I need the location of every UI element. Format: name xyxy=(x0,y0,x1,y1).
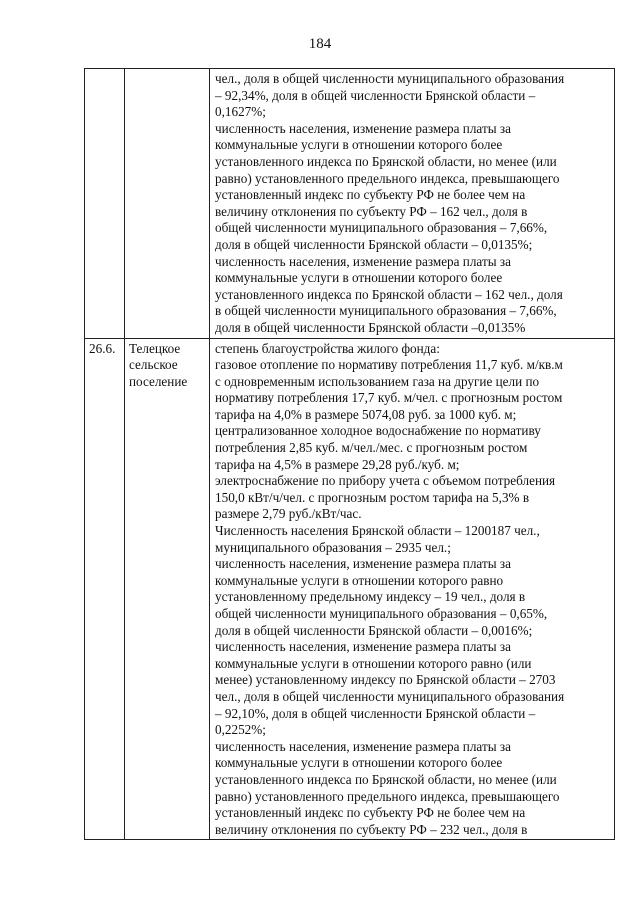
municipal-data-table xyxy=(84,68,615,840)
description-line: – 92,10%, доля в общей численности Брянской области – xyxy=(215,705,536,721)
description-line: чел., доля в общей численности муниципального образования xyxy=(215,71,565,86)
description-line: численность населения, изменение размера платы за xyxy=(215,556,511,572)
row-number-cell xyxy=(85,338,125,840)
description-line: установленному предельному индексу – 19 чел., доля в xyxy=(215,589,526,605)
description-line: численность населения, изменение размера платы за xyxy=(215,639,511,655)
description-line: 0,1627%; xyxy=(215,104,266,120)
description-line: 150,0 кВт/ч/чел. с прогнозным ростом тарифа на 5,3% в xyxy=(215,489,530,505)
page-number: 184 xyxy=(308,36,332,52)
municipality-name xyxy=(125,69,209,72)
description-line: менее) установленному индексу по Брянской области – 2703 xyxy=(215,672,556,688)
description-line: численность населения, изменение размера платы за xyxy=(215,120,511,136)
description-line: доля в общей численности Брянской области –0,0135% xyxy=(215,319,526,335)
municipality-name-line: сельское xyxy=(129,357,178,373)
description-line: общей численности муниципального образования – 7,66%, xyxy=(215,220,548,236)
description-cell xyxy=(210,69,615,339)
description-line: установленного индекса по Брянской области, но менее (или xyxy=(215,771,557,787)
municipality-name xyxy=(125,339,209,392)
description-line: равно) установленного предельного индекса, превышающего xyxy=(215,170,560,186)
description-line: 0,2252%; xyxy=(215,722,266,738)
description-line: величину отклонения по субъекту РФ – 162 чел., доля в xyxy=(215,203,528,219)
description-line: установленного индекса по Брянской области – 162 чел., доля xyxy=(215,286,563,302)
municipality-cell xyxy=(125,338,210,840)
description-line: доля в общей численности Брянской области – 0,0135%; xyxy=(215,236,533,252)
table-row xyxy=(85,338,615,840)
description-line: общей численности муниципального образования – 0,65%, xyxy=(215,606,548,621)
description-line: муниципального образования – 2935 чел.; xyxy=(215,539,451,555)
row-number-cell xyxy=(85,69,125,339)
description-line: коммунальные услуги в отношении которого более xyxy=(215,137,503,153)
description-cell xyxy=(210,338,615,840)
description-line: Численность населения Брянской области – 1200187 чел., xyxy=(215,523,540,539)
description-text xyxy=(210,339,614,840)
description-line: потребления 2,85 куб. м/чел./мес. с прогнозным ростом xyxy=(215,440,528,456)
description-line: коммунальные услуги в отношении которого равно xyxy=(215,572,504,588)
description-line: величину отклонения по субъекту РФ – 232 чел., доля в xyxy=(215,821,528,837)
description-line: нормативу потребления 17,7 куб. м/чел. с прогнозным ростом xyxy=(215,390,563,406)
description-line: централизованное холодное водоснабжение по нормативу xyxy=(215,423,541,439)
row-number xyxy=(85,69,124,72)
table-row xyxy=(85,69,615,339)
description-line: в общей численности муниципального образования – 7,66%, xyxy=(215,303,557,319)
municipality-cell xyxy=(125,69,210,339)
description-line: численность населения, изменение размера платы за xyxy=(215,738,511,754)
description-line: равно) установленного предельного индекса, превышающего xyxy=(215,788,560,804)
description-line: установленного индекса по Брянской области, но менее (или xyxy=(215,153,557,169)
row-number: 26.6. xyxy=(89,340,116,356)
description-line: тарифа на 4,5% в размере 29,28 руб./куб. м; xyxy=(215,456,460,472)
description-line: размере 2,79 руб./кВт/час. xyxy=(215,506,362,522)
description-text xyxy=(210,69,614,338)
municipality-name-line: Телецкое xyxy=(129,340,181,356)
description-line: коммунальные услуги в отношении которого более xyxy=(215,755,503,771)
description-line: коммунальные услуги в отношении которого равно (или xyxy=(215,655,532,671)
description-line: степень благоустройства жилого фонда: xyxy=(215,340,440,356)
description-line: численность населения, изменение размера платы за xyxy=(215,253,511,269)
description-line: установленный индекс по субъекту РФ не более чем на xyxy=(215,805,526,821)
description-line: – 92,34%, доля в общей численности Брянской области – xyxy=(215,87,536,103)
municipality-name-line: поселение xyxy=(129,373,188,389)
description-line: газовое отопление по нормативу потребления 11,7 куб. м/кв.м xyxy=(215,357,563,373)
description-line: электроснабжение по прибору учета с объемом потребления xyxy=(215,473,556,489)
description-line: коммунальные услуги в отношении которого более xyxy=(215,270,503,286)
description-line: тарифа на 4,0% в размере 5074,08 руб. за 1000 куб. м; xyxy=(215,406,517,422)
description-line: чел., доля в общей численности муниципального образования xyxy=(215,688,565,704)
description-line: доля в общей численности Брянской области – 0,0016%; xyxy=(215,622,533,638)
description-line: установленный индекс по субъекту РФ не более чем на xyxy=(215,187,526,203)
description-line: с одновременным использованием газа на другие цели по xyxy=(215,373,540,389)
